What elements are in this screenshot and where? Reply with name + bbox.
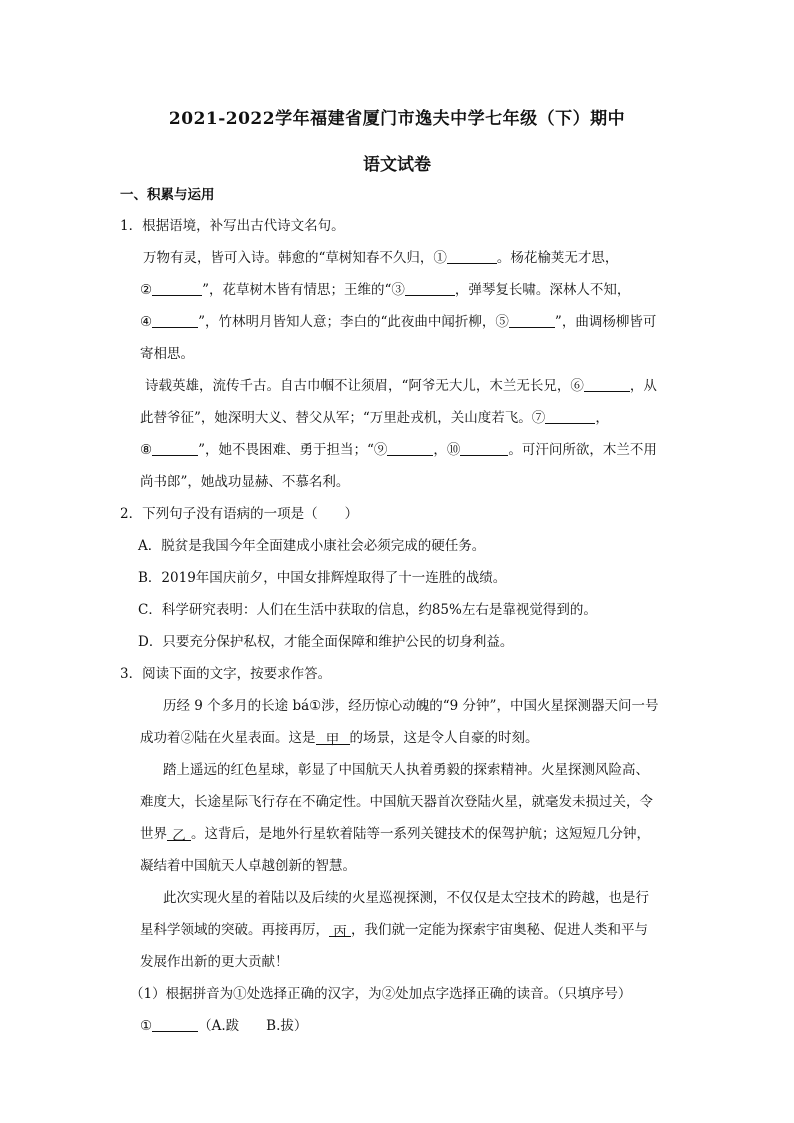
answer-blank-4[interactable] [152, 313, 198, 328]
q3-text: ① [140, 1018, 153, 1034]
q1-text: 万物有灵，皆可入诗。韩愈的“草树知春不久归，① [143, 250, 447, 266]
q1-p2-line3 [140, 440, 657, 460]
q1-text: ”，她不畏困难、勇于担当；“⑨ [198, 442, 388, 458]
blank-bing[interactable]: 丙 [329, 922, 351, 937]
q1-p2-line2 [140, 408, 609, 428]
q1-text: ，弹琴复长啸。深林人不知， [454, 282, 631, 298]
blank-yi[interactable]: 乙 [167, 826, 191, 841]
q3-text: 。这背后，是地外行星软着陆等一系列关键技术的保驾护航；这短短几分钟， [191, 826, 650, 842]
answer-blank-8[interactable] [152, 441, 198, 456]
q1-p1-line3 [140, 312, 656, 332]
q1-text: 。可汗问所欲，木兰不用 [508, 442, 657, 458]
q2-option-a[interactable]: A．脱贫是我国今年全面建成小康社会必须完成的硬任务。 [138, 538, 486, 554]
q3-text: 世界 [140, 826, 167, 842]
q3-p2-line3 [140, 824, 650, 844]
q1-text: ，⑩ [433, 442, 461, 458]
q1-text: ”，竹林明月皆知人意；李白的“此夜曲中闻折柳，⑤ [198, 314, 509, 330]
q3-p3-line1: 此次实现火星的着陆以及后续的火星巡视探测，不仅仅是太空技术的跨越，也是行 [163, 890, 649, 906]
q3-p1-line2 [140, 728, 539, 748]
q1-p1-line4: 寄相思。 [140, 346, 194, 362]
q3-p2-line1: 踏上遥远的红色星球，彰显了中国航天人执着勇毅的探索精神。火星探测风险高、 [163, 762, 649, 778]
q3-p3-line3: 发展作出新的更大贡献！ [140, 954, 289, 970]
q3-text: 星科学领域的突破。再接再厉， [140, 922, 329, 938]
q1-text: ，从 [629, 378, 657, 394]
q1-text: ， [595, 410, 609, 426]
q3-choices: （A.跋 B.拔） [198, 1018, 308, 1034]
answer-blank-1[interactable] [447, 249, 497, 264]
answer-blank-3[interactable] [405, 281, 455, 296]
section-heading: 一、积累与运用 [120, 187, 215, 203]
answer-blank-5[interactable] [509, 313, 555, 328]
q1-text: 此替爷征”，她深明大义、替父从军；“万里赴戎机，关山度若飞。⑦ [140, 410, 546, 426]
q3-text: 成功着②陆在火星表面。这是 [140, 730, 316, 746]
q2-option-b[interactable]: B．2019年国庆前夕，中国女排辉煌取得了十一连胜的战绩。 [138, 570, 507, 586]
q3-p3-line2 [140, 920, 648, 940]
q2-option-c[interactable]: C．科学研究表明：人们在生活中获取的信息，约85%左右是靠视觉得到的。 [138, 602, 597, 618]
q1-text: ”，曲调杨柳皆可 [554, 314, 657, 330]
q3-text: 的场景，这是令人自豪的时刻。 [349, 730, 539, 746]
answer-blank-10[interactable] [460, 441, 508, 456]
q1-text: 诗载英雄，流传千古。自古巾帼不让须眉，“阿爷无大儿，木兰无长兄，⑥ [145, 378, 584, 394]
q1-stem: 1．根据语境，补写出古代诗文名句。 [120, 218, 345, 234]
answer-blank-9[interactable] [387, 441, 433, 456]
q2-option-d[interactable]: D．只要充分保护私权，才能全面保障和维护公民的切身利益。 [138, 634, 514, 650]
q1-p2-line4: 尚书郎”，她战功显赫、不慕名利。 [140, 474, 350, 490]
q1-text: ”，花草树木皆有情思；王维的“③ [202, 282, 405, 298]
exam-title: 2021-2022学年福建省厦门市逸夫中学七年级（下）期中 [168, 109, 626, 129]
answer-blank-sub1[interactable] [152, 1017, 198, 1032]
q1-text: ② [140, 282, 153, 298]
exam-subtitle: 语文试卷 [363, 155, 431, 175]
q3-sub1-answer [140, 1016, 307, 1036]
q1-p1-line1 [143, 248, 618, 268]
q2-stem: 2．下列句子没有语病的一项是（ ） [120, 506, 359, 522]
answer-blank-7[interactable] [545, 409, 595, 424]
q3-text: ，我们就一定能为探索宇宙奥秘、促进人类和平与 [351, 922, 648, 938]
q3-stem: 3．阅读下面的文字，按要求作答。 [120, 666, 332, 682]
q1-p2-line1 [145, 376, 657, 396]
q1-text: ④ [140, 314, 153, 330]
blank-jia[interactable]: 甲 [316, 730, 350, 745]
q3-p2-line2: 难度大，长途星际飞行存在不确定性。中国航天器首次登陆火星，就毫发未损过关，令 [140, 794, 653, 810]
q3-sub1: （1）根据拼音为①处选择正确的汉字，为②处加点字选择正确的读音。（只填序号） [130, 986, 632, 1002]
q1-text: ⑧ [140, 442, 153, 458]
answer-blank-6[interactable] [584, 377, 630, 392]
q3-p1-line1: 历经 9 个多月的长途 bá①涉，经历惊心动魄的“9 分钟”，中国火星探测器天问一号 [163, 698, 659, 714]
q3-p2-line4: 凝结着中国航天人卓越创新的智慧。 [140, 858, 356, 874]
answer-blank-2[interactable] [152, 281, 202, 296]
q1-text: 。杨花榆荚无才思， [496, 250, 619, 266]
q1-p1-line2 [140, 280, 630, 300]
